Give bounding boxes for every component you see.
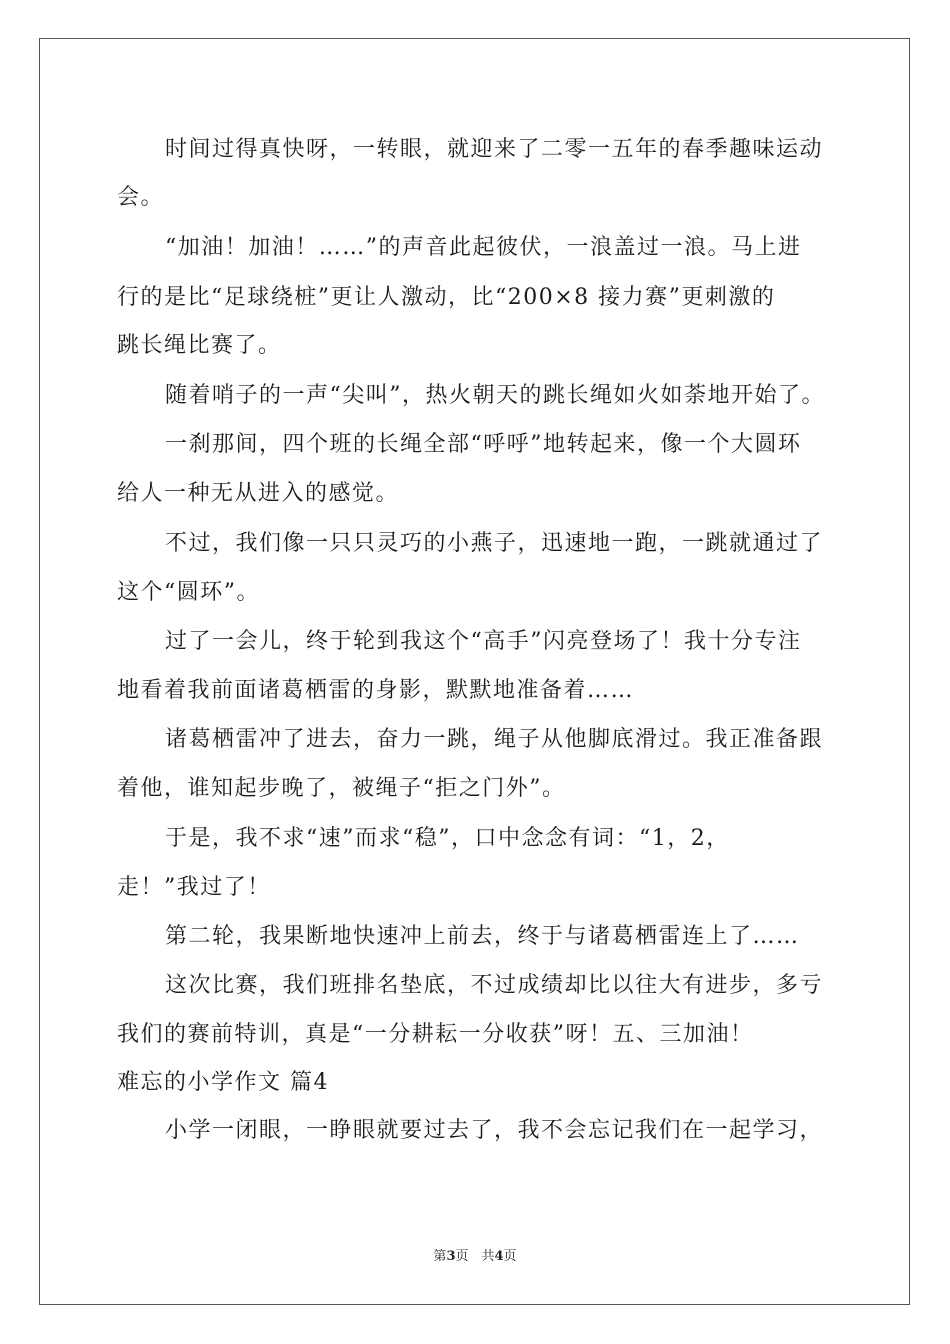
text-line-20: 小学一闭眼，一睁眼就要过去了，我不会忘记我们在一起学习，: [165, 1118, 824, 1143]
text-line-13: 诸葛栖雷冲了进去，奋力一跳，绳子从他脚底滑过。我正准备跟: [165, 727, 824, 752]
footer-page-total: 4: [494, 1249, 504, 1264]
text-line-7: 一刹那间，四个班的长绳全部“呼呼”地转起来，像一个大圆环: [165, 432, 802, 457]
text-line-18: 这次比赛，我们班排名垫底，不过成绩却比以往大有进步，多亏: [165, 973, 824, 998]
footer-page-prefix: 第: [433, 1249, 447, 1264]
text-line-14: 着他，谁知起步晚了，被绳子“拒之门外”。: [117, 776, 566, 801]
footer-page-mid: 页 共: [455, 1249, 495, 1264]
text-line-6: 随着哨子的一声“尖叫”，热火朝天的跳长绳如火如荼地开始了。: [165, 383, 825, 408]
text-line-9: 不过，我们像一只只灵巧的小燕子，迅速地一跑，一跳就通过了: [165, 531, 824, 556]
text-line-4: 行的是比“足球绕桩”更让人激动，比“200×8 接力赛”更刺激的: [117, 285, 776, 310]
text-line-8: 给人一种无从进入的感觉。: [117, 481, 400, 506]
text-line-2: 会。: [117, 185, 165, 210]
footer-page-current: 3: [446, 1249, 456, 1264]
text-line-15: 于是，我不求“速”而求“稳”，口中念念有词：“1，2，: [165, 826, 730, 851]
section-heading: 难忘的小学作文 篇4: [117, 1070, 329, 1095]
text-line-11: 过了一会儿，终于轮到我这个“高手”闪亮登场了！我十分专注: [165, 629, 802, 654]
page-footer: [0, 1248, 950, 1266]
text-line-12: 地看着我前面诸葛栖雷的身影，默默地准备着……: [117, 678, 635, 703]
text-line-19: 我们的赛前特训，真是“一分耕耘一分收获”呀！五、三加油！: [117, 1022, 754, 1047]
text-line-5: 跳长绳比赛了。: [117, 333, 282, 358]
text-line-16: 走！”我过了！: [117, 875, 271, 900]
footer-page-suffix: 页: [503, 1249, 517, 1264]
text-line-1: 时间过得真快呀，一转眼，就迎来了二零一五年的春季趣味运动: [165, 137, 824, 162]
text-line-17: 第二轮，我果断地快速冲上前去，终于与诸葛栖雷连上了……: [165, 924, 800, 949]
text-line-10: 这个“圆环”。: [117, 580, 260, 605]
page-border: [39, 38, 910, 1305]
text-line-3: “加油！加油！……”的声音此起彼伏，一浪盖过一浪。马上进: [165, 235, 802, 260]
